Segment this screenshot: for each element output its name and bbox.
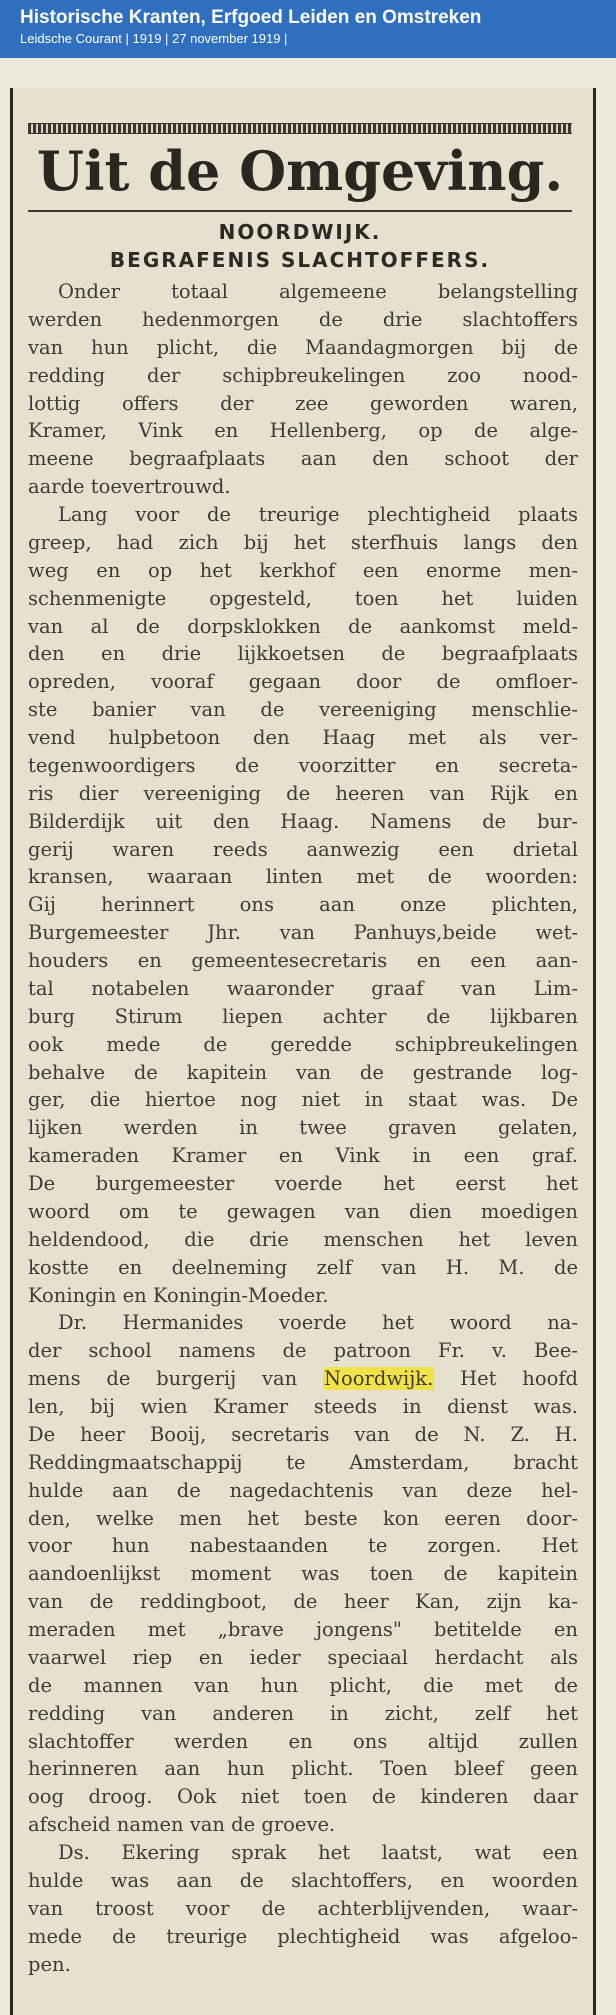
text-fragment: Het hoofd — [460, 1367, 578, 1391]
text-line: tal notabelen waaronder graaf van Lim- — [28, 976, 578, 1000]
column-rule-right — [593, 88, 596, 2015]
text-line: Koningin en Koningin-Moeder. — [28, 1283, 329, 1307]
article-body — [28, 278, 578, 1978]
site-header — [0, 0, 616, 58]
text-line: lijken werden in twee graven gelaten, — [28, 1116, 578, 1140]
site-title[interactable]: Historische Kranten, Erfgoed Leiden en Omstreken — [20, 7, 482, 28]
text-line: redding van anderen in zicht, zelf het — [28, 1701, 578, 1725]
text-line: heldendood, die drie menschen het leven — [28, 1227, 578, 1251]
text-line: behalve de kapitein van de gestrande log- — [28, 1060, 578, 1084]
text-line: herinneren aan hun plicht. Toen bleef geen — [28, 1757, 578, 1781]
text-line: meene begraafplaats aan den schoot der — [28, 447, 578, 471]
text-line: ger, die hiertoe nog niet in staat was. De — [28, 1088, 578, 1112]
text-line: len, bij wien Kramer steeds in dienst was. — [28, 1395, 578, 1418]
column-rule-left — [10, 88, 13, 2015]
text-line: redding der schipbreukelingen zoo nood- — [28, 363, 578, 387]
text-line: lottig offers der zee geworden waren, — [28, 391, 578, 415]
text-line: afscheid namen van de groeve. — [28, 1813, 336, 1837]
text-line: werden hedenmorgen de drie slachtoffers — [28, 307, 578, 331]
text-line — [28, 1365, 578, 1393]
headline-divider — [28, 210, 572, 212]
text-line: kameraden Kramer en Vink in een graf. — [28, 1144, 578, 1168]
text-line: De heer Booij, secretaris van de N. Z. H. — [28, 1422, 578, 1446]
text-line: van al de dorpsklokken de aankomst meld- — [28, 614, 578, 638]
text-line: ris dier vereeniging de heeren van Rijk en — [28, 781, 578, 805]
text-line: den en drie lijkkoetsen de begraafplaats — [28, 642, 578, 666]
text-line: van de reddingboot, de heer Kan, zijn ka- — [28, 1590, 578, 1614]
text-line: Dr. Hermanides voerde het woord na- — [58, 1311, 578, 1335]
text-line: van hun plicht, die Maandagmorgen bij de — [28, 335, 578, 359]
text-line: Burgemeester Jhr. van Panhuys,beide wet- — [28, 921, 578, 945]
text-line: pen. — [28, 1952, 71, 1976]
text-line: De burgemeester voerde het eerst het — [28, 1172, 578, 1195]
text-line: den, welke men het beste kon eeren door- — [28, 1506, 578, 1530]
text-line: burg Stirum liepen achter de lijkbaren — [28, 1004, 578, 1028]
text-line: der school namens de patroon Fr. v. Bee- — [28, 1339, 578, 1363]
text-line: ste banier van de vereeniging menschlie- — [28, 698, 578, 722]
text-fragment: mens de burgerij van — [28, 1367, 298, 1391]
text-line: van troost voor de achterblijvenden, waar- — [28, 1896, 578, 1920]
text-line: slachtoffer werden en ons altijd zullen — [28, 1729, 578, 1753]
text-line: ook mede de geredde schipbreukelingen — [28, 1032, 578, 1056]
text-line: meraden met „brave jongens" betitelde en — [28, 1618, 578, 1641]
ornamental-rule — [28, 123, 572, 134]
text-line: Lang voor de treurige plechtigheid plaats — [58, 503, 578, 526]
text-line: voor hun nabestaanden te zorgen. Het — [28, 1534, 578, 1558]
text-line: Kramer, Vink en Hellenberg, op de alge- — [28, 419, 578, 443]
text-line: gerij waren reeds aanwezig een drietal — [28, 837, 578, 861]
text-line: Reddingmaatschappij te Amsterdam, bracht — [28, 1450, 578, 1474]
text-line: oog droog. Ook niet toen de kinderen daar — [28, 1785, 578, 1809]
text-line: tegenwoordigers de voorzitter en secreta- — [28, 753, 578, 777]
text-line: de mannen van hun plicht, die met de — [28, 1673, 578, 1697]
text-line: hulde was aan de slachtoffers, en woorden — [28, 1868, 578, 1892]
text-line: hulde aan de nagedachtenis van deze hel- — [28, 1478, 578, 1502]
breadcrumb[interactable]: Leidsche Courant | 1919 | 27 november 1919 | — [20, 31, 288, 46]
text-line: weg en op het kerkhof een enorme men- — [28, 558, 578, 582]
article-place: NOORDWIJK. — [218, 220, 382, 244]
text-line: Onder totaal algemeene belangstelling — [58, 280, 578, 303]
text-line: aandoenlijkst moment was toen de kapitein — [28, 1562, 578, 1586]
text-line: opreden, vooraf gegaan door de omfloer- — [28, 670, 578, 694]
search-highlight: Noordwijk. — [323, 1367, 434, 1391]
article-subtitle: BEGRAFENIS SLACHTOFFERS. — [109, 248, 491, 272]
text-line: vaarwel riep en ieder speciaal herdacht als — [28, 1645, 578, 1669]
text-line: greep, had zich bij het sterfhuis langs den — [28, 530, 578, 554]
text-line: Ds. Ekering sprak het laatst, wat een — [58, 1841, 578, 1864]
newspaper-clipping — [10, 88, 596, 2015]
text-line: kostte en deelneming zelf van H. M. de — [28, 1255, 578, 1279]
text-line: vend hulpbetoon den Haag met als ver- — [28, 726, 578, 749]
text-line: woord om te gewagen van dien moedigen — [28, 1199, 578, 1223]
text-line: mede de treurige plechtigheid was afgeloo- — [28, 1924, 578, 1948]
text-line: Gij herinnert ons aan onze plichten, — [28, 893, 578, 917]
text-line: aarde toevertrouwd. — [28, 475, 231, 499]
text-line: houders en gemeentesecretaris en een aan- — [28, 949, 578, 972]
text-line: kransen, waaraan linten met de woorden: — [28, 865, 578, 889]
section-headline: Uit de Omgeving. — [36, 139, 564, 203]
text-line: schenmenigte opgesteld, toen het luiden — [28, 586, 578, 610]
text-line: Bilderdijk uit den Haag. Namens de bur- — [28, 809, 578, 833]
